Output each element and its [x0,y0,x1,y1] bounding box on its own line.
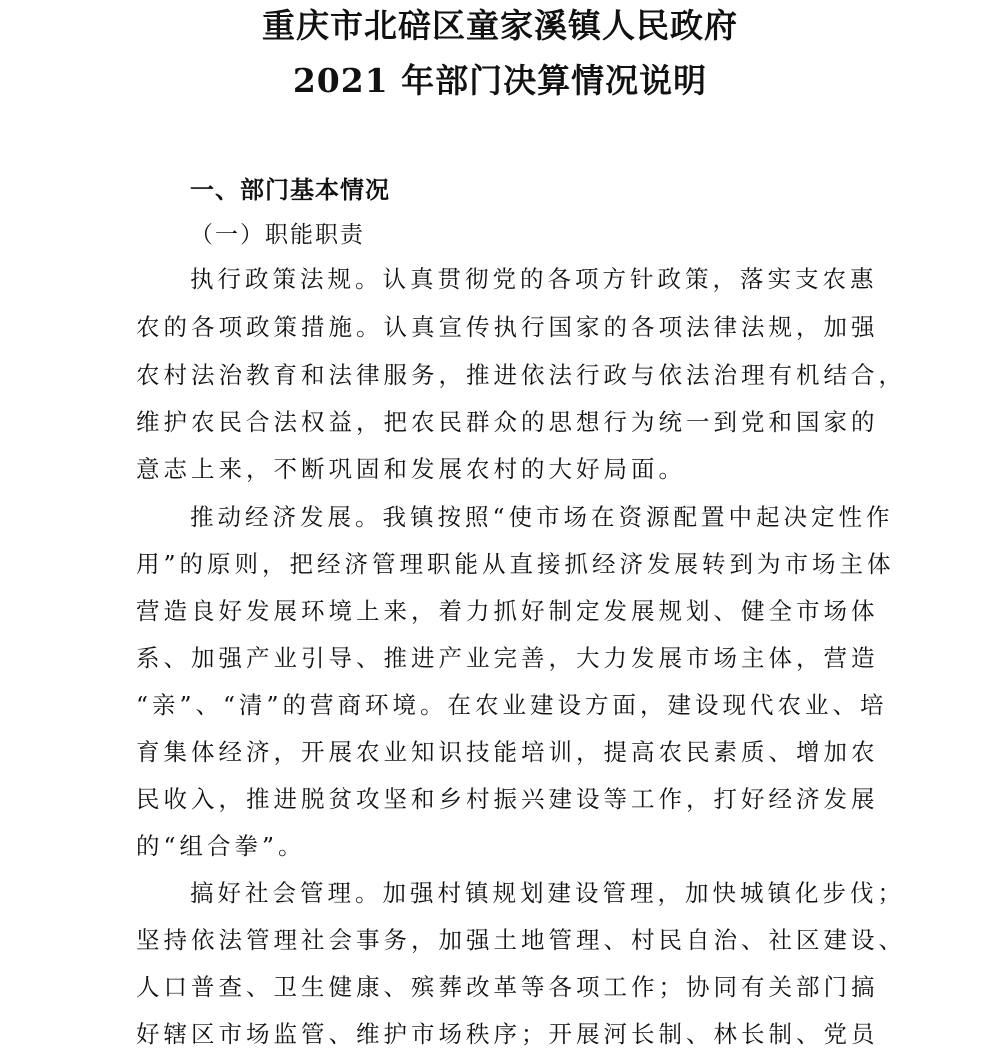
paragraph-2-line-3: 营造良好发展环境上来，着力抓好制定发展规划、健全市场体 [136,597,879,625]
paragraph-1-line-3: 农村法治教育和法律服务，推进依法行政与依法治理有机结合， [136,361,906,389]
paragraph-1-line-4: 维护农民合法权益，把农民群众的思想行为统一到党和国家的 [136,408,879,436]
paragraph-2-line-8: 的“组合拳”。 [136,832,306,860]
paragraph-1-line-5: 意志上来，不断巩固和发展农村的大好局面。 [136,455,686,483]
paragraph-3-line-2: 坚持依法管理社会事务，加强土地管理、村民自治、社区建设、 [136,926,906,954]
paragraph-2-line-2: 用”的原则，把经济管理职能从直接抓经济发展转到为市场主体 [136,550,895,578]
paragraph-2-line-1: 推动经济发展。我镇按照“使市场在资源配置中起决定性作 [190,503,894,531]
document-title-line-2: 2021 年部门决算情况说明 [292,61,708,100]
paragraph-2-line-5: “亲”、“清”的营商环境。在农业建设方面，建设现代农业、培 [136,691,888,719]
subsection-heading: （一）职能职责 [190,222,365,248]
paragraph-3-line-4: 好辖区市场监管、维护市场秩序；开展河长制、林长制、党员 [136,1020,879,1048]
paragraph-1-line-1: 执行政策法规。认真贯彻党的各项方针政策，落实支农惠 [190,265,878,293]
paragraph-3-line-1: 搞好社会管理。加强村镇规划建设管理，加快城镇化步伐； [190,879,905,907]
paragraph-2-line-4: 系、加强产业引导、推进产业完善，大力发展市场主体，营造 [136,644,879,672]
paragraph-1-line-2: 农的各项政策措施。认真宣传执行国家的各项法律法规，加强 [136,313,879,341]
paragraph-2-line-6: 育集体经济，开展农业知识技能培训，提高农民素质、增加农 [136,738,879,766]
paragraph-2-line-7: 民收入，推进脱贫攻坚和乡村振兴建设等工作，打好经济发展 [136,785,879,813]
paragraph-3-line-3: 人口普查、卫生健康、殡葬改革等各项工作；协同有关部门搞 [136,973,879,1001]
section-heading: 一、部门基本情况 [190,176,390,204]
document-title-line-1: 重庆市北碚区童家溪镇人民政府 [262,6,738,45]
